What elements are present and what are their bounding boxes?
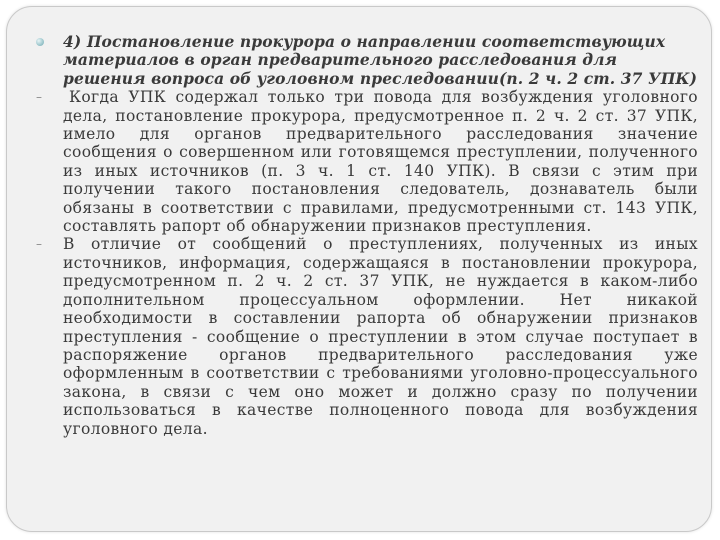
paragraph-1-body xyxy=(63,88,698,235)
slide-content xyxy=(33,33,698,438)
dash-marker: – xyxy=(36,90,43,105)
list-item-heading xyxy=(33,33,698,88)
paragraph-2-text: В отличие от сообщений о преступлениях, полученных из иных источников, информация, содержащаяся в постановлении прокурора, предусмотренном п. 2 ч. 2 ст. 37 УПК, не нуждается в каком-либо дополнительном процессуальном оформлении. Нет никакой необходимости в составлении рапорта об обнаружении признаков преступления - сообщение о преступлении в этом случае поступает в распоряжение органов предварительного расследования уже оформленным в соответствии с требованиями уголовно-процессуального закона, в связи с чем оно может и должно сразу по получении использоваться в качестве полноценного повода для возбуждения уголовного дела. xyxy=(63,235,698,438)
paragraph-1-text: Когда УПК содержал только три повода для возбуждения уголовного дела, постановление прокурора, предусмотренное п. 2 ч. 2 ст. 37 УПК, имело для органов предварительного расследования значение сообщения о совершенном или готовящемся преступлении, полученного из иных источников (п. 3 ч. 1 ст. 140 УПК). В связи с этим при получении такого постановления следователь, дознаватель были обязаны в соответствии с правилами, предусмотренными ст. 143 УПК, составлять рапорт об обнаружении признаков преступления. xyxy=(63,88,698,236)
heading-text: 4) Постановление прокурора о направлении соответствующих материалов в орган предварительного расследования для решения вопроса об уголовном преследовании(п. 2 ч. 2 ст. 37 УПК) xyxy=(63,32,698,88)
bullet-dot-icon xyxy=(36,38,44,46)
slide-frame xyxy=(6,6,712,532)
dash-marker: – xyxy=(36,237,43,252)
list-item-paragraph-2 xyxy=(33,235,698,437)
list-item-paragraph-1 xyxy=(33,88,698,235)
